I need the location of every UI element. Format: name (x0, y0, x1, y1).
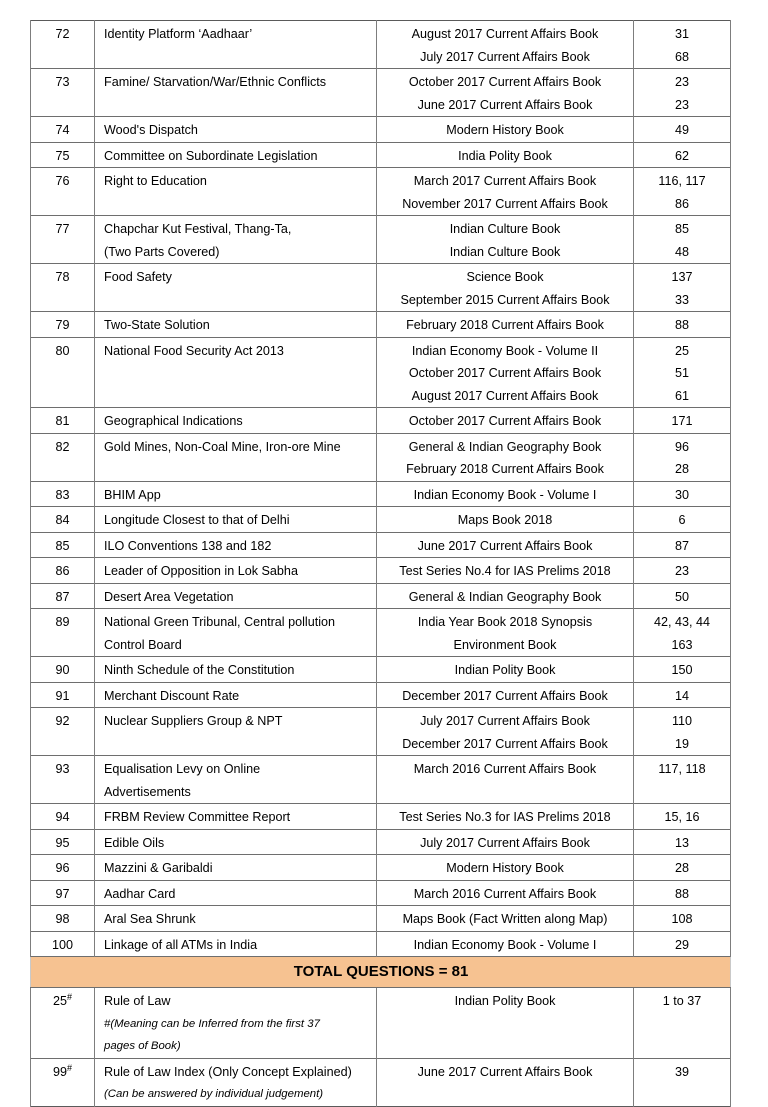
topic-line: ILO Conventions 138 and 182 (104, 538, 272, 553)
cell-page-number (634, 117, 731, 143)
cell-source-book (377, 988, 634, 1059)
serial-line: 84 (55, 513, 70, 527)
page-line: 110 (671, 714, 693, 728)
cell-serial-number (31, 657, 95, 683)
cell-serial-number (31, 312, 95, 338)
source-line: Science Book (466, 270, 544, 284)
page-line: 88 (674, 318, 689, 332)
cell-topic (95, 21, 377, 69)
page-line: 39 (674, 1064, 689, 1079)
cell-topic (95, 829, 377, 855)
topic-line: Leader of Opposition in Lok Sabha (104, 564, 298, 578)
serial-line: 74 (55, 123, 70, 137)
topic-line: Merchant Discount Rate (104, 688, 240, 703)
source-line: July 2017 Current Affairs Book (420, 835, 590, 850)
source-line: Modern History Book (446, 861, 564, 875)
cell-serial-number (31, 558, 95, 584)
source-line: October 2017 Current Affairs Book (408, 366, 602, 380)
page-line: 86 (674, 196, 689, 211)
page-line: 29 (674, 937, 689, 952)
source-line: November 2017 Current Affairs Book (402, 196, 608, 211)
cell-source-book (377, 481, 634, 507)
cell-page-number (634, 756, 731, 804)
table-row (31, 829, 731, 855)
cell-page-number (634, 408, 731, 434)
table-row (31, 433, 731, 481)
page-line: 116, 117 (658, 174, 706, 188)
serial-line: 98 (55, 912, 70, 926)
source-line: June 2017 Current Affairs Book (417, 1064, 593, 1079)
cell-serial-number (31, 931, 95, 957)
page-line: 23 (674, 75, 689, 89)
topic-line: pages of Book) (104, 1040, 181, 1052)
table-row (31, 756, 731, 804)
topic-line: Wood's Dispatch (104, 123, 198, 137)
cell-source-book (377, 829, 634, 855)
serial-line: 89 (55, 615, 70, 629)
serial-line: 86 (55, 564, 70, 578)
table-row (31, 804, 731, 830)
source-line: December 2017 Current Affairs Book (402, 736, 608, 751)
page-line: 6 (678, 513, 686, 527)
topic-line: (Two Parts Covered) (104, 244, 220, 259)
cell-page-number (634, 708, 731, 756)
cell-source-book (377, 507, 634, 533)
cell-page-number (634, 507, 731, 533)
table-row (31, 583, 731, 609)
total-questions-row (31, 957, 731, 988)
page-line: 137 (671, 270, 693, 284)
cell-page-number (634, 988, 731, 1059)
page-line: 87 (674, 538, 689, 553)
table-row (31, 532, 731, 558)
cell-serial-number (31, 708, 95, 756)
page-line: 48 (674, 244, 689, 259)
table-row (31, 682, 731, 708)
page-line: 13 (674, 835, 689, 850)
cell-page-number (634, 21, 731, 69)
cell-topic (95, 609, 377, 657)
cell-serial-number (31, 583, 95, 609)
cell-source-book (377, 708, 634, 756)
cell-serial-number (31, 337, 95, 408)
cell-page-number (634, 829, 731, 855)
topic-line: Equalisation Levy on Online (104, 762, 261, 776)
cell-serial-number (31, 880, 95, 906)
cell-source-book (377, 142, 634, 168)
cell-page-number (634, 433, 731, 481)
source-line: August 2017 Current Affairs Book (411, 388, 599, 403)
cell-page-number (634, 481, 731, 507)
cell-topic (95, 682, 377, 708)
table-row (31, 855, 731, 881)
cell-page-number (634, 682, 731, 708)
topic-line: BHIM App (104, 487, 161, 502)
page-line: 163 (671, 637, 693, 652)
cell-topic (95, 433, 377, 481)
cell-serial-number (31, 21, 95, 69)
cell-page-number (634, 337, 731, 408)
cell-topic (95, 507, 377, 533)
page-line: 50 (674, 589, 689, 604)
cell-topic (95, 558, 377, 584)
topic-line: Rule of Law (104, 994, 171, 1008)
serial-line: 77 (55, 222, 70, 236)
table-row (31, 931, 731, 957)
cell-source-book (377, 532, 634, 558)
hash-marker-icon: # (67, 1062, 73, 1073)
table-row (31, 168, 731, 216)
page-line: 171 (671, 414, 693, 428)
source-line: Indian Economy Book - Volume II (411, 343, 599, 358)
serial-line: 83 (55, 487, 70, 502)
source-line: September 2015 Current Affairs Book (400, 292, 610, 307)
page-line: 28 (674, 861, 689, 875)
table-row (31, 337, 731, 408)
cell-source-book (377, 168, 634, 216)
table-row (31, 69, 731, 117)
source-line: Maps Book (Fact Written along Map) (402, 912, 608, 926)
cell-page-number (634, 583, 731, 609)
cell-source-book (377, 1058, 634, 1106)
topic-line: Gold Mines, Non-Coal Mine, Iron-ore Mine (104, 439, 341, 454)
source-line: Indian Culture Book (449, 244, 561, 259)
cell-page-number (634, 312, 731, 338)
topic-line: Linkage of all ATMs in India (104, 937, 258, 952)
topic-line: Ninth Schedule of the Constitution (104, 663, 295, 677)
cell-source-book (377, 855, 634, 881)
serial-line: 25# (52, 991, 73, 1008)
cell-topic (95, 337, 377, 408)
cell-serial-number (31, 855, 95, 881)
page-line: 23 (674, 564, 689, 578)
cell-page-number (634, 142, 731, 168)
cell-serial-number (31, 142, 95, 168)
serial-line: 94 (55, 810, 70, 824)
topic-line: #(Meaning can be Inferred from the first 37 (104, 1017, 320, 1030)
source-line: Indian Economy Book - Volume I (413, 487, 597, 502)
cell-source-book (377, 804, 634, 830)
cell-topic (95, 708, 377, 756)
cell-page-number (634, 657, 731, 683)
table-row (31, 507, 731, 533)
cell-topic (95, 804, 377, 830)
cell-topic (95, 855, 377, 881)
topic-line: Two-State Solution (104, 318, 210, 332)
cell-topic (95, 988, 377, 1059)
page-line: 19 (674, 736, 689, 751)
cell-page-number (634, 558, 731, 584)
cell-topic (95, 408, 377, 434)
question-source-table (30, 20, 731, 1107)
cell-source-book (377, 69, 634, 117)
page-line: 150 (671, 663, 693, 677)
cell-page-number (634, 532, 731, 558)
source-line: Test Series No.3 for IAS Prelims 2018 (399, 810, 611, 824)
topic-line: Desert Area Vegetation (104, 589, 234, 604)
serial-line: 91 (55, 688, 70, 703)
serial-line: 73 (55, 75, 70, 89)
cell-topic (95, 532, 377, 558)
cell-page-number (634, 855, 731, 881)
serial-line: 72 (55, 27, 70, 41)
source-line: March 2016 Current Affairs Book (413, 762, 597, 776)
source-line: Indian Economy Book - Volume I (413, 937, 597, 952)
cell-source-book (377, 21, 634, 69)
page-line: 49 (674, 123, 689, 137)
source-line: Indian Polity Book (454, 994, 556, 1008)
cell-topic (95, 142, 377, 168)
topic-line: Famine/ Starvation/War/Ethnic Conflicts (104, 75, 327, 89)
page-line: 14 (674, 688, 689, 703)
source-line: February 2018 Current Affairs Book (406, 462, 604, 476)
cell-page-number (634, 264, 731, 312)
source-line: India Polity Book (458, 148, 552, 163)
table-row (31, 708, 731, 756)
cell-source-book (377, 906, 634, 932)
cell-serial-number (31, 1058, 95, 1106)
cell-topic (95, 117, 377, 143)
serial-line: 95 (55, 835, 70, 850)
cell-page-number (634, 216, 731, 264)
serial-line: 90 (55, 663, 70, 677)
serial-line: 100 (51, 937, 73, 952)
cell-page-number (634, 931, 731, 957)
cell-page-number (634, 609, 731, 657)
cell-topic (95, 657, 377, 683)
source-line: October 2017 Current Affairs Book (408, 75, 602, 89)
cell-serial-number (31, 216, 95, 264)
cell-serial-number (31, 609, 95, 657)
cell-source-book (377, 682, 634, 708)
cell-topic (95, 756, 377, 804)
cell-serial-number (31, 804, 95, 830)
page-line: 15, 16 (664, 810, 700, 824)
serial-line: 79 (55, 318, 70, 332)
cell-topic (95, 481, 377, 507)
cell-page-number (634, 880, 731, 906)
cell-page-number (634, 804, 731, 830)
cell-topic (95, 312, 377, 338)
serial-line: 75 (55, 148, 70, 163)
table-row (31, 117, 731, 143)
cell-serial-number (31, 906, 95, 932)
serial-line: 81 (55, 414, 70, 428)
cell-serial-number (31, 433, 95, 481)
source-line: Modern History Book (446, 123, 564, 137)
source-line: June 2017 Current Affairs Book (417, 538, 593, 553)
topic-line: Mazzini & Garibaldi (104, 861, 213, 875)
topic-line: Identity Platform ‘Aadhaar’ (104, 27, 253, 41)
topic-line: Aral Sea Shrunk (104, 912, 196, 926)
topic-line: Committee on Subordinate Legislation (104, 148, 318, 163)
cell-source-book (377, 117, 634, 143)
source-line: July 2017 Current Affairs Book (420, 49, 590, 64)
topic-line: Edible Oils (104, 835, 165, 850)
topic-line: Advertisements (104, 784, 191, 799)
topic-line: Chapchar Kut Festival, Thang-Ta, (104, 222, 292, 236)
serial-line: 87 (55, 589, 70, 604)
source-line: December 2017 Current Affairs Book (402, 688, 608, 703)
table-body (31, 21, 731, 1107)
table-row (31, 906, 731, 932)
topic-line: Control Board (104, 637, 182, 652)
topic-line: FRBM Review Committee Report (104, 810, 291, 824)
source-line: Indian Culture Book (449, 222, 561, 236)
table-row (31, 657, 731, 683)
topic-line: Geographical Indications (104, 414, 243, 428)
source-line: General & Indian Geography Book (408, 589, 602, 604)
page-line: 68 (674, 49, 689, 64)
serial-line: 78 (55, 270, 70, 284)
page-line: 30 (674, 487, 689, 502)
page-line: 25 (674, 343, 689, 358)
serial-line: 99# (52, 1062, 73, 1079)
serial-line: 80 (55, 343, 70, 358)
topic-line: Nuclear Suppliers Group & NPT (104, 714, 283, 728)
topic-line: Right to Education (104, 174, 207, 188)
page-line: 85 (674, 222, 689, 236)
cell-topic (95, 216, 377, 264)
page-line: 31 (674, 27, 689, 41)
source-line: February 2018 Current Affairs Book (406, 318, 604, 332)
table-row (31, 264, 731, 312)
cell-page-number (634, 1058, 731, 1106)
serial-line: 82 (55, 439, 70, 454)
source-line: June 2017 Current Affairs Book (417, 97, 593, 112)
table-row (31, 609, 731, 657)
page-line: 62 (674, 148, 689, 163)
page-line: 61 (674, 388, 689, 403)
source-line: General & Indian Geography Book (408, 439, 602, 454)
cell-page-number (634, 69, 731, 117)
page-line: 42, 43, 44 (653, 615, 711, 629)
topic-line: Rule of Law Index (Only Concept Explained) (104, 1064, 352, 1079)
source-line: March 2016 Current Affairs Book (413, 886, 597, 901)
footnote-table-row (31, 988, 731, 1059)
cell-page-number (634, 168, 731, 216)
table-row (31, 216, 731, 264)
cell-source-book (377, 657, 634, 683)
source-line: August 2017 Current Affairs Book (411, 27, 599, 41)
cell-source-book (377, 312, 634, 338)
source-line: July 2017 Current Affairs Book (420, 714, 590, 728)
source-line: October 2017 Current Affairs Book (408, 414, 602, 428)
cell-source-book (377, 433, 634, 481)
source-line: Indian Polity Book (454, 663, 556, 677)
cell-serial-number (31, 264, 95, 312)
cell-serial-number (31, 408, 95, 434)
cell-source-book (377, 880, 634, 906)
serial-line: 92 (55, 714, 70, 728)
cell-serial-number (31, 532, 95, 558)
serial-line: 96 (55, 861, 70, 875)
topic-line: Longitude Closest to that of Delhi (104, 513, 290, 527)
page-line: 1 to 37 (662, 994, 702, 1008)
page-line: 28 (674, 462, 689, 476)
cell-serial-number (31, 117, 95, 143)
table-row (31, 312, 731, 338)
cell-topic (95, 168, 377, 216)
table-row (31, 21, 731, 69)
serial-line: 85 (55, 538, 70, 553)
cell-source-book (377, 609, 634, 657)
serial-line: 97 (55, 886, 70, 901)
cell-page-number (634, 906, 731, 932)
total-questions-text: TOTAL QUESTIONS = 81 (293, 963, 469, 980)
cell-source-book (377, 931, 634, 957)
cell-topic (95, 583, 377, 609)
cell-topic (95, 906, 377, 932)
table-row (31, 880, 731, 906)
table-row (31, 142, 731, 168)
page-line: 23 (674, 97, 689, 112)
cell-topic (95, 931, 377, 957)
topic-line: National Food Security Act 2013 (104, 343, 284, 358)
cell-serial-number (31, 682, 95, 708)
table-row (31, 481, 731, 507)
cell-source-book (377, 558, 634, 584)
cell-topic (95, 264, 377, 312)
footnote-table-row (31, 1058, 731, 1106)
cell-serial-number (31, 481, 95, 507)
cell-source-book (377, 216, 634, 264)
page-line: 108 (671, 912, 693, 926)
topic-line: Food Safety (104, 270, 172, 284)
topic-line: (Can be answered by individual judgement) (104, 1088, 324, 1100)
cell-topic (95, 1058, 377, 1106)
page-line: 88 (674, 886, 689, 901)
cell-topic (95, 880, 377, 906)
cell-source-book (377, 264, 634, 312)
source-line: March 2017 Current Affairs Book (413, 174, 597, 188)
topic-line: Aadhar Card (104, 886, 176, 901)
cell-source-book (377, 337, 634, 408)
source-line: Maps Book 2018 (457, 513, 553, 527)
cell-source-book (377, 583, 634, 609)
serial-line: 93 (55, 762, 70, 776)
cell-topic (95, 69, 377, 117)
cell-serial-number (31, 507, 95, 533)
page-line: 51 (674, 366, 689, 380)
cell-source-book (377, 756, 634, 804)
cell-serial-number (31, 829, 95, 855)
source-line: India Year Book 2018 Synopsis (417, 615, 593, 629)
cell-source-book (377, 408, 634, 434)
page-line: 33 (674, 292, 689, 307)
cell-serial-number (31, 756, 95, 804)
topic-line: National Green Tribunal, Central pollution (104, 615, 336, 629)
source-line: Environment Book (453, 637, 557, 652)
cell-serial-number (31, 69, 95, 117)
page-line: 96 (674, 439, 689, 454)
cell-serial-number (31, 988, 95, 1059)
serial-line: 76 (55, 174, 70, 188)
page-line: 117, 118 (658, 762, 706, 776)
table-row (31, 558, 731, 584)
hash-marker-icon: # (67, 991, 73, 1002)
source-line: Test Series No.4 for IAS Prelims 2018 (399, 564, 611, 578)
total-questions-label (31, 957, 731, 988)
cell-serial-number (31, 168, 95, 216)
table-row (31, 408, 731, 434)
